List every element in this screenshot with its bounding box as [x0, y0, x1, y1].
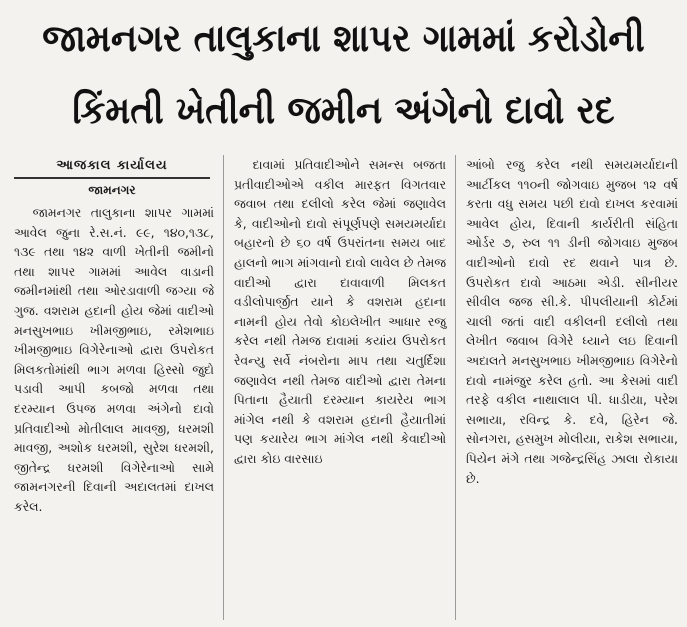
headline [6, 2, 681, 146]
headline-line-1: જામનગર તાલુકાના શાપર ગામમાં કરોડોની [42, 16, 645, 60]
headline-line-2: કિંમતી ખેતીની જમીન અંગેનો દાવો રદ [72, 88, 615, 132]
column-divider-2 [455, 155, 456, 620]
article-column-3 [466, 155, 678, 488]
column-divider-1 [223, 155, 224, 620]
byline-office: આજકાલ કાર્યાલય [14, 157, 210, 179]
article-paragraph-2: દાવામાં પ્રતિવાદીઓને સમન્સ બજતા પ્રતીવાદીઓએ વકીલ મારફત વિગતવાર જવાબ તથા દલીલો કરેલ જેમાં જણાવેલ કે, વાદીઓનો દાવો સંપૂર્ણપણે સમયમર્યાદા બહારનો છે ૬૦ વર્ષ ઉપરાંતના સમય બાદ હાલનો ભાગ માંગવાનો દાવો લાવેલ છે તેમજ વાદીઓ દ્વારા દાવાવાળી મિલકત વડીલોપાર્જીત યાને કે વશરામ હદાના નામની હોય તેવો કોઇલેખીત આધાર રજુ કરેલ નથી તેમજ દાવામાં કયાંય ઉપરોકત રેવન્યુ સર્વે નંબરોના માપ તથા ચતુર્દિશા જણાવેલ નથી તેમજ વાદીઓ દ્વારા તેમના પિતાના હૈયાતી દરમ્યાન કાયરેય ભાગ માંગેલ નથી કે વશરામ હદાની હૈયાતીમાં પણ કયારેય ભાગ માંગેલ નથી કેવાદીઓ દ્વારા કોઇ વારસાઇ [234, 157, 446, 466]
article-paragraph-1: જામનગર તાલુકાના શાપર ગામમાં આવેલ જુના રે.સ.નં. ૯૯, ૧૪૦,૧૩૮, ૧૩૯ તથા ૧૪૨ વાળી ખેતીની જમીનો તથા શાપર ગામમાં આવેલ વાડાની જમીનમાંથી તથા ઓરડાવાળી જગ્યા જે ગુજ. વશરામ હદાની હોય જેમાં વાદીઓ મનસુખભાઇ ખીમજીભાઇ, રમેશભાઇ ખીમજીભાઇ વિગેરેનાઓ દ્વારા ઉપરોકત મિલકતોમાંથી ભાગ મળવા હિસ્સો જુદો પડાવી આપી કબજો મળવા તથા દરમ્યાન ઉપજ મળવા અંગેનો દાવો પ્રતિવાદીઓ મોતીલાલ માવજી, ધરમશી માવજી, અશોક ધરમશી, સુરેશ ધરમશી, જીતેન્દ્ર ધરમશી વિગેરેનાઓ સામે જામનગરની દિવાની અદાલતમાં દાખલ કરેલ. [14, 205, 214, 514]
article-column-1 [14, 203, 214, 517]
article-paragraph-3: આંબો રજુ કરેલ નથી સમયમર્યાદાની આર્ટીકલ ૧૧૦ની જોગવાઇ મુજબ ૧૨ વર્ષ કરતા વધુ સમય પછી દાવો દાખલ કરવામાં આવેલ હોય, દિવાની કાર્યરીતી સંહિતા ઓર્ડર ૭, રુલ ૧૧ ડીની જોગવાઇ મુજબ વાદીઓનો દાવો રદ થવાને પાત્ર છે. ઉપરોકત દાવો આઠમા એડી. સીનીયર સીવીલ જજ સી.કે. પીપલીયાની કોર્ટમાં ચાલી જતાં વાદી વકીલની દલીલો તથા લેખીત જવાબ વિગેરે ધ્યાને લઇ દિવાની અદાલતે મનસુખભાઇ ખીમજીભાઇ વિગેરેનો દાવો નામંજુર કરેલ હતો. આ કેસમાં વાદી તરફે વકીલ નાથાલાલ પી. ધાડીયા, પરેશ સભાયા, રવિન્દ્ર કે. દવે, હિરેન જે. સોનગરા, હસમુખ મોલીયા, રાકેશ સભાયા, પિયેન મંગે તથા ગજેન્દ્રસિંહ ઝાલા રોકાયા છે. [466, 157, 678, 486]
byline [14, 157, 210, 199]
byline-place: જામનગર [88, 183, 136, 197]
article-column-2 [234, 155, 446, 469]
